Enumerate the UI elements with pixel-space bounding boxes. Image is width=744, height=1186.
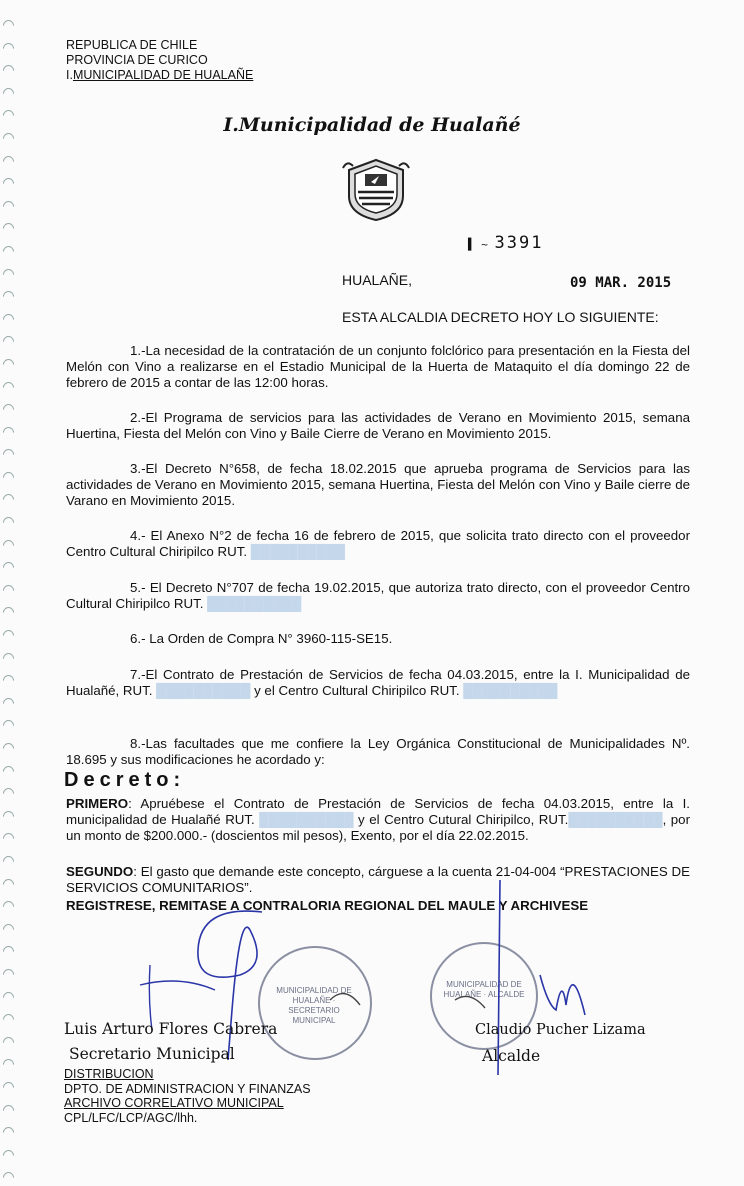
alcaldia-line: ESTA ALCALDIA DECRETO HOY LO SIGUIENTE: bbox=[342, 309, 659, 325]
decreto-heading: Decreto: bbox=[64, 769, 181, 791]
binder-hole bbox=[1, 18, 17, 34]
header-line-1: REPUBLICA DE CHILE bbox=[66, 38, 198, 52]
binder-hole bbox=[1, 266, 17, 282]
item-1: 1.-La necesidad de la contratación de un conjunto folclórico para presentación en la Fiesta del Melón con Vino a realizarse en el Estadio Municipal de la Huerta de Mataquito el día domingo 22 de febrero de 2015 a contar de las 12:00 horas. bbox=[66, 343, 690, 390]
mayor-stamp: MUNICIPALIDAD DE HUALAÑE · ALCALDE bbox=[430, 942, 538, 1050]
binder-hole bbox=[1, 899, 17, 915]
binder-hole bbox=[1, 831, 17, 847]
document-title: I.Municipalidad de Hualañé bbox=[223, 114, 521, 136]
binder-holes bbox=[2, 20, 16, 1130]
binder-hole bbox=[1, 63, 17, 79]
binder-hole bbox=[1, 673, 17, 689]
binder-hole bbox=[1, 1102, 17, 1118]
binder-hole bbox=[1, 854, 17, 870]
binder-hole bbox=[1, 537, 17, 553]
place: HUALAÑE, bbox=[342, 272, 413, 288]
distribution-label: DISTRIBUCION bbox=[64, 1067, 154, 1081]
secretary-role: Secretario Municipal bbox=[69, 1045, 235, 1063]
binder-hole bbox=[1, 1012, 17, 1028]
binder-hole bbox=[1, 470, 17, 486]
mayor-role: Alcalde bbox=[482, 1047, 541, 1065]
binder-hole bbox=[1, 334, 17, 350]
binder-hole bbox=[1, 311, 17, 327]
distribution-block bbox=[64, 1067, 311, 1125]
date-stamp: 09 MAR. 2015 bbox=[570, 275, 672, 291]
binder-hole bbox=[1, 515, 17, 531]
decree-number-stamp: ▌ ~ 3391 bbox=[468, 233, 544, 253]
binder-hole bbox=[1, 153, 17, 169]
binder-hole bbox=[1, 379, 17, 395]
secretary-stamp: MUNICIPALIDAD DE HUALAÑE · SECRETARIO MUNICIPAL bbox=[258, 946, 372, 1060]
item-8: 8.-Las facultades que me confiere la Ley Orgánica Constitucional de Municipalidades Nº. 18.695 y sus modificaciones he acordado y: bbox=[66, 736, 690, 767]
registrese-line: REGISTRESE, REMITASE A CONTRALORIA REGIONAL DEL MAULE Y ARCHIVESE bbox=[66, 898, 589, 913]
item-7: 7.-El Contrato de Prestación de Servicios de fecha 04.03.2015, entre la I. Municipalidad de Hualañé, RUT. ██████████ y el Centro Cultural Chiripilco RUT. ██████████ bbox=[66, 667, 690, 698]
binder-hole bbox=[1, 605, 17, 621]
redacted-rut: ██████████ bbox=[463, 683, 558, 698]
binder-hole bbox=[1, 289, 17, 305]
binder-hole bbox=[1, 967, 17, 983]
binder-hole bbox=[1, 40, 17, 56]
binder-hole bbox=[1, 628, 17, 644]
redacted-rut: ██████████ bbox=[259, 812, 354, 827]
binder-hole bbox=[1, 447, 17, 463]
binder-hole bbox=[1, 492, 17, 508]
binder-hole bbox=[1, 198, 17, 214]
distribution-line: DPTO. DE ADMINISTRACION Y FINANZAS bbox=[64, 1081, 311, 1096]
binder-hole bbox=[1, 944, 17, 960]
binder-hole bbox=[1, 1034, 17, 1050]
municipal-coat-of-arms-icon bbox=[341, 156, 411, 222]
distribution-line: ARCHIVO CORRELATIVO MUNICIPAL bbox=[64, 1096, 284, 1110]
binder-hole bbox=[1, 1080, 17, 1096]
item-2: 2.-El Programa de servicios para las actividades de Verano en Movimiento 2015, semana Huertina, Fiesta del Melón con Vino y Baile Cierre de Verano en Movimiento 2015. bbox=[66, 410, 690, 441]
secretary-name: Luis Arturo Flores Cabrera bbox=[64, 1020, 278, 1038]
binder-hole bbox=[1, 176, 17, 192]
binder-hole bbox=[1, 583, 17, 599]
mayor-name: Claudio Pucher Lizama bbox=[475, 1022, 646, 1038]
redacted-rut: ██████████ bbox=[250, 544, 345, 559]
item-6: 6.- La Orden de Compra N° 3960-115-SE15. bbox=[130, 631, 393, 646]
binder-hole bbox=[1, 921, 17, 937]
redacted-rut: ██████████ bbox=[207, 596, 302, 611]
binder-hole bbox=[1, 1170, 17, 1186]
redacted-rut: ██████████ bbox=[156, 683, 251, 698]
binder-hole bbox=[1, 424, 17, 440]
binder-hole bbox=[1, 357, 17, 373]
binder-hole bbox=[1, 86, 17, 102]
letterhead bbox=[66, 38, 253, 83]
item-3: 3.-El Decreto N°658, de fecha 18.02.2015 que aprueba programa de Servicios para las actividades de Verano en Movimiento 2015, semana Huertina, Fiesta del Melón con Vino y Baile cierre de Varano en Movimiento 2015. bbox=[66, 461, 690, 508]
binder-hole bbox=[1, 696, 17, 712]
distribution-line: CPL/LFC/LCP/AGC/lhh. bbox=[64, 1110, 198, 1125]
binder-hole bbox=[1, 1125, 17, 1141]
binder-hole bbox=[1, 763, 17, 779]
header-line-3: I.MUNICIPALIDAD DE HUALAÑE bbox=[66, 68, 254, 82]
binder-hole bbox=[1, 1147, 17, 1163]
binder-hole bbox=[1, 989, 17, 1005]
redacted-rut: ██████████ bbox=[568, 812, 663, 827]
primero-clause: PRIMERO: Apruébese el Contrato de Prestación de Servicios de fecha 04.03.2015, entre la I. municipalidad de Hualañé RUT. ██████████ y el Centro Cutural Chiripilco, RUT.██████████, por un monto de $200.000.- (doscientos mil pesos), Exento, por el día 22.02.2015. bbox=[66, 796, 690, 843]
binder-hole bbox=[1, 809, 17, 825]
binder-hole bbox=[1, 786, 17, 802]
item-4: 4.- El Anexo N°2 de fecha 16 de febrero de 2015, que solicita trato directo con el proveedor Centro Cultural Chiripilco RUT. ██████████ bbox=[66, 528, 690, 559]
item-5: 5.- El Decreto N°707 de fecha 19.02.2015, que autoriza trato directo, con el proveedor Centro Cultural Chiripilco RUT. ██████████ bbox=[66, 580, 690, 611]
binder-hole bbox=[1, 876, 17, 892]
binder-hole bbox=[1, 221, 17, 237]
binder-hole bbox=[1, 1057, 17, 1073]
binder-hole bbox=[1, 402, 17, 418]
binder-hole bbox=[1, 650, 17, 666]
header-line-2: PROVINCIA DE CURICO bbox=[66, 53, 208, 67]
binder-hole bbox=[1, 244, 17, 260]
binder-hole bbox=[1, 560, 17, 576]
binder-hole bbox=[1, 718, 17, 734]
segundo-clause: SEGUNDO: El gasto que demande este concepto, cárguese a la cuenta 21-04-004 “PRESTACIONES DE SERVICIOS COMUNITARIOS”. bbox=[66, 864, 690, 895]
binder-hole bbox=[1, 741, 17, 757]
